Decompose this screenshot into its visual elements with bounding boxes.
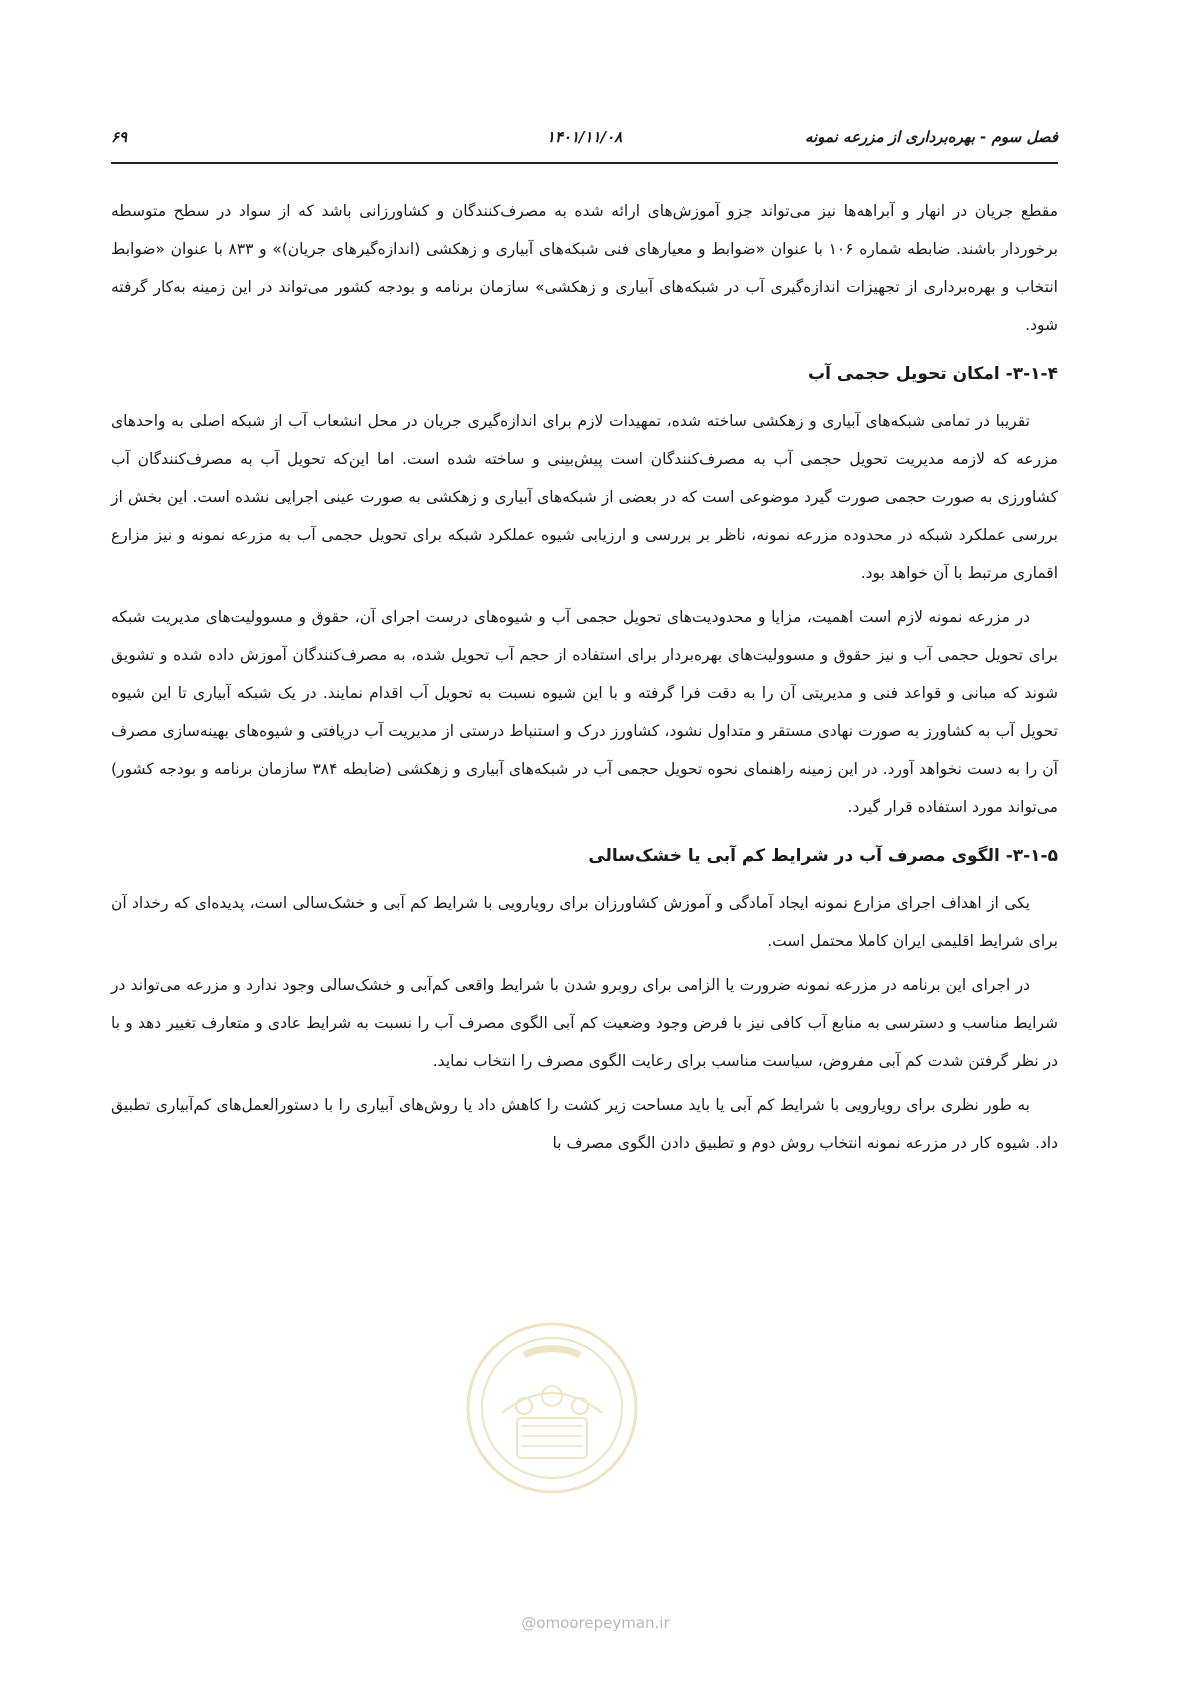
paragraph-drought-program: در اجرای این برنامه در مزرعه نمونه ضرورت یا الزامی برای روبرو شدن با شرایط واقعی کم‌آبی و خشک‌سالی وجود ندارد و مزرعه می‌تواند در شرایط مناسب و دسترسی به منابع آب کافی نیز با فرض وجود وضعیت کم آبی الگوی مصرف آب را نسبت به شرایط عادی و متعارف تغییر دهد و با در نظر گرفتن شدت کم آبی مفروض، سیاست مناسب برای رعایت الگوی مصرف را انتخاب نماید. [111,976,1058,1070]
section-heading-volumetric-delivery: ۳-۱-۴- امکان تحویل حجمی آب [808,364,1058,384]
page-body [111,192,1058,1168]
page-number: ۶۹ [111,128,128,146]
section-heading-drought-pattern: ۳-۱-۵- الگوی مصرف آب در شرایط کم آبی یا خشک‌سالی [588,846,1058,866]
paragraph-drought-goal: یکی از اهداف اجرای مزارع نمونه ایجاد آمادگی و آموزش کشاورزان برای رویارویی با شرایط کم آبی و خشک‌سالی است، پدیده‌ای که رخداد آن برای شرایط اقلیمی ایران کاملا محتمل است. [111,894,1058,950]
paragraph-flow-measurement: مقطع جریان در انهار و آبراهه‌ها نیز می‌تواند جزو آموزش‌های ارائه شده به مصرف‌کنندگان و کشاورزانی باشد که از سواد در سطح متوسطه برخوردار باشند. ضابطه شماره ۱۰۶ با عنوان «ضوابط و معیارهای فنی شبکه‌های آبیاری و زهکشی (اندازه‌گیرهای جریان)» و ۸۳۳ با عنوان «ضوابط انتخاب و بهره‌برداری از تجهیزات اندازه‌گیری آب در شبکه‌های آبیاری و زهکشی» سازمان برنامه و بودجه کشور می‌تواند در این زمینه به‌کار گرفته شود. [111,202,1058,334]
paragraph-volumetric-delivery: تقریبا در تمامی شبکه‌های آبیاری و زهکشی ساخته شده، تمهیدات لازم برای اندازه‌گیری جریان در محل انشعاب آب از شبکه اصلی به واحدهای مزرعه که لازمه مدیریت تحویل حجمی آب به مصرف‌کنندگان است پیش‌بینی و ساخته شده است. اما این‌که تحویل آب به مصرف‌کنندگان آب کشاورزی به صورت حجمی صورت گیرد موضوعی است که در بعضی از شبکه‌های آبیاری و زهکشی به صورت عینی اجرایی نشده است. این بخش از بررسی عملکرد شبکه در محدوده مزرعه نمونه، ناظر بر بررسی و ارزیابی شیوه عملکرد شبکه برای تحویل حجمی آب به مزرعه نمونه و نیز مزارع اقماری مرتبط با آن خواهد بود. [111,412,1058,582]
chapter-title: فصل سوم - بهره‌برداری از مزرعه نمونه [805,128,1058,146]
header-date: ۱۴۰۱/۱۱/۰۸ [546,128,623,146]
paragraph-drought-theory: به طور نظری برای رویارویی با شرایط کم آبی یا باید مساحت زیر کشت را کاهش داد یا روش‌های آبیاری را با دستورالعمل‌های کم‌آبیاری تطبیق داد. شیوه کار در مزرعه نمونه انتخاب روش دوم و تطبیق دادن الگوی مصرف با [111,1096,1058,1152]
paragraph-farm-training: در مزرعه نمونه لازم است اهمیت، مزایا و محدودیت‌های تحویل حجمی آب و شیوه‌های درست اجرای آن، حقوق و مسوولیت‌های مدیریت شبکه برای تحویل حجمی آب و نیز حقوق و مسوولیت‌های بهره‌بردار برای استفاده از حجم آب تحویل شده، به مصرف‌کنندگان آموزش داده شده و تشویق شوند که مبانی و قواعد فنی و مدیریتی آن را به دقت فرا گرفته و با این شیوه نسبت به تحویل آب اقدام نمایند. در یک شبکه آبیاری تا این شیوه تحویل آب به کشاورز به صورت نهادی مستقر و متداول نشود، کشاورز درک و استنباط درستی از مدیریت آب دریافتی و شیوه‌های بهینه‌سازی مصرف آن را به دست نخواهد آورد. در این زمینه راهنمای نحوه تحویل حجمی آب در شبکه‌های آبیاری و زهکشی (ضابطه ۳۸۴ سازمان برنامه و بودجه کشور) می‌تواند مورد استفاده قرار گیرد. [111,608,1058,816]
header-divider [111,162,1058,164]
seal-watermark-icon [462,1318,642,1498]
footer-website: @omoorepeyman.ir [521,1614,670,1632]
page-header [111,128,1058,154]
